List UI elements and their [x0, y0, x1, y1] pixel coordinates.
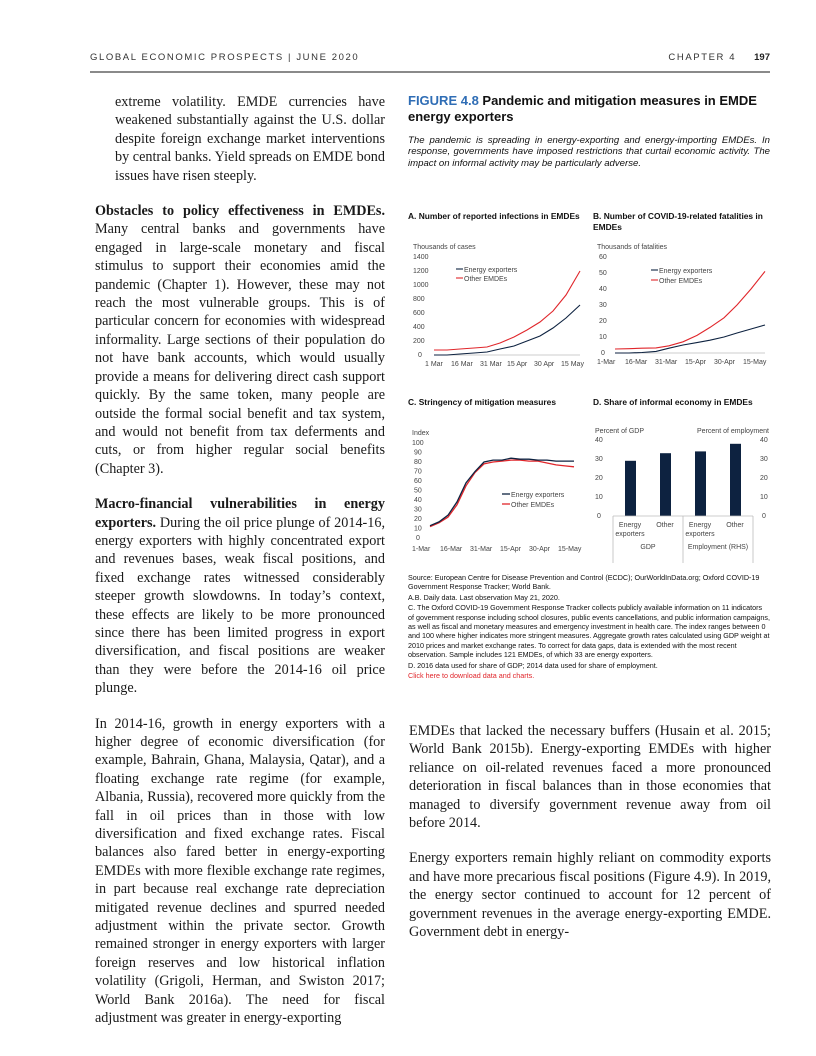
panel-c-chart: [408, 425, 588, 585]
panel-d-title: D. Share of informal economy in EMDEs: [593, 397, 753, 407]
svg-text:16-Mar: 16-Mar: [440, 546, 463, 553]
svg-text:1400: 1400: [413, 254, 429, 261]
svg-text:800: 800: [413, 296, 425, 303]
svg-text:16 Mar: 16 Mar: [451, 361, 473, 368]
panel-a: [408, 211, 588, 381]
panel-d-ylabel-left: Percent of GDP: [595, 428, 645, 435]
svg-text:20: 20: [760, 475, 768, 482]
svg-text:0: 0: [416, 535, 420, 542]
svg-text:Other EMDEs: Other EMDEs: [659, 278, 703, 285]
svg-text:40: 40: [760, 437, 768, 444]
svg-text:Energy exporters: Energy exporters: [511, 492, 565, 499]
svg-text:1-Mar: 1-Mar: [412, 546, 431, 553]
svg-text:20: 20: [414, 516, 422, 523]
svg-text:60: 60: [414, 478, 422, 485]
svg-text:15 May: 15 May: [561, 361, 584, 368]
bar-employment-energy-exporters: [695, 451, 706, 516]
svg-text:30: 30: [595, 456, 603, 463]
svg-text:400: 400: [413, 324, 425, 331]
svg-text:80: 80: [414, 459, 422, 466]
bar-gdp-energy-exporters: [625, 461, 636, 516]
figure-notes: [408, 573, 770, 681]
paragraph-4: In 2014-16, growth in energy exporters with a higher degree of economic diversification (for example, Bahrain, Ghana, Malaysia, Qatar), and a floating exchange rate regime (for example, Albania, Russia), recovered more quickly from the fall in oil prices than in those with low diversification and fixed exchange rates. Fiscal balances also fared better in energy-exporting EMDEs with more flexible exchange rate regimes, in part because real exchange rate depreciation mitigated revenue declines and spurred needed adjustment within the private sector. Growth remained stronger in energy exporters with larger foreign reserves and low historical inflation volatility (Grigoli, Herman, and Swiston 2017; World Bank 2016a). The need for fiscal adjustment was greater in energy-exporting: [95, 715, 385, 1027]
svg-text:600: 600: [413, 310, 425, 317]
panel-a-line-energy: [434, 305, 580, 355]
svg-text:Other EMDEs: Other EMDEs: [464, 276, 508, 283]
svg-text:Energy: Energy: [688, 522, 712, 529]
panel-a-title: A. Number of reported infections in EMDEs: [408, 211, 580, 221]
figure-subtitle: The pandemic is spreading in energy-exporting and energy-importing EMDEs. In response, governments have imposed restrictions that curtail economic activity. The impact on informal activity may be particularly adverse.: [408, 135, 770, 169]
svg-text:1-Mar: 1-Mar: [597, 359, 616, 366]
panel-b-ylabel: Thousands of fatalities: [597, 244, 668, 251]
svg-text:1200: 1200: [413, 268, 429, 275]
note-d: D. 2016 data used for share of GDP; 2014 data used for share of employment.: [408, 660, 658, 670]
running-header: [90, 52, 770, 72]
panel-d-ylabel-right: Percent of employment: [697, 428, 769, 435]
svg-text:31-Mar: 31-Mar: [470, 546, 493, 553]
svg-text:30-Apr: 30-Apr: [529, 546, 551, 553]
svg-text:30 Apr: 30 Apr: [534, 361, 555, 368]
paragraph-2-lead: Obstacles to policy effectiveness in EMDEs.: [95, 203, 385, 220]
svg-text:10: 10: [414, 525, 422, 533]
panel-a-ylabel: Thousands of cases: [413, 244, 476, 251]
page-number: 197: [754, 52, 770, 63]
download-data-link[interactable]: Click here to download data and charts.: [408, 671, 535, 681]
figure-number: FIGURE 4.8: [408, 93, 479, 108]
panel-b-chart: [593, 241, 773, 381]
paragraph-5: EMDEs that lacked the necessary buffers (Husain et al. 2015; World Bank 2015b). Energy-exporting EMDEs with higher reliance on oil-related revenues faced a more pronounced deterioration in fiscal balances than in those economies that managed to diversify government revenue away from oil before 2014.: [409, 723, 771, 832]
svg-text:15 Apr: 15 Apr: [507, 361, 528, 368]
bar-employment-other: [730, 444, 741, 516]
panel-c-ylabel: Index: [412, 430, 430, 437]
panel-d: [593, 397, 773, 567]
svg-text:50: 50: [599, 270, 607, 277]
svg-text:0: 0: [597, 513, 601, 520]
svg-text:40: 40: [599, 286, 607, 293]
bar-gdp-other: [660, 453, 671, 516]
note-source: Source: European Centre for Disease Prevention and Control (ECDC); OurWorldInData.org; Oxford COVID-19 Government Response Tracker; World Bank.: [408, 573, 760, 592]
paragraph-2-body: Many central banks and governments have engaged in large-scale monetary and fiscal stimulus to support their economies amid the pandemic (Chapter 1). However, these may not reach the most vulnerable groups. This is of particular concern for economies with widespread informality. Large sections of their population do not have bank accounts, which would usually provide a means for delivering direct cash support quickly. By the same token, many people are outside the formal social benefit and tax system, and would not benefit from tax deferments and cuts, or from higher regular social benefits (Chapter 3).: [95, 221, 385, 477]
svg-text:16-Mar: 16-Mar: [625, 359, 648, 366]
svg-text:30-Apr: 30-Apr: [714, 359, 736, 366]
note-c: C. The Oxford COVID-19 Government Response Tracker collects publicly available information on 11 indicators of government response including school closures, public events cancellations, and public information campaigns, as well as fiscal and monetary measures and emergency investment in health care. The index ranges between 0 and 100 where higher indicates more stringent measures. Aggregate growth rates calculated using GDP weight at 2010 prices and market exchange rates. To correct for data gaps, data is extended with the most recent observation. Sample includes 121 EMDEs, of which 33 are energy exporters.: [408, 603, 770, 660]
svg-text:31-Mar: 31-Mar: [655, 359, 678, 366]
figure-title-text: Pandemic and mitigation measures in EMDE energy exporters: [408, 93, 757, 124]
svg-text:GDP: GDP: [640, 544, 656, 551]
chapter-page: [668, 52, 770, 63]
left-column: [95, 93, 385, 1045]
svg-text:31 Mar: 31 Mar: [480, 361, 502, 368]
panel-b: [593, 211, 773, 381]
svg-text:Employment (RHS): Employment (RHS): [687, 544, 749, 551]
paragraph-3-lead: Macro-financial vulnerabilities in energy exporters.: [95, 496, 385, 531]
svg-text:200: 200: [413, 338, 425, 345]
svg-text:90: 90: [414, 449, 422, 457]
panel-a-chart: [408, 241, 588, 381]
svg-text:50: 50: [414, 487, 422, 495]
svg-text:0: 0: [418, 352, 422, 359]
svg-text:Other: Other: [726, 522, 744, 529]
paragraph-3: [95, 495, 385, 697]
svg-text:40: 40: [595, 437, 603, 444]
svg-text:exporters: exporters: [685, 531, 715, 538]
svg-text:30: 30: [760, 456, 768, 463]
svg-text:10: 10: [595, 494, 603, 501]
note-ab: A.B. Daily data. Last observation May 21, 2020.: [408, 592, 560, 602]
chapter-label: CHAPTER 4: [668, 52, 737, 63]
svg-text:100: 100: [412, 440, 424, 447]
svg-text:Other EMDEs: Other EMDEs: [511, 502, 555, 509]
svg-text:exporters: exporters: [615, 531, 645, 538]
svg-text:15-Apr: 15-Apr: [685, 359, 707, 366]
svg-text:30: 30: [599, 302, 607, 309]
svg-text:20: 20: [595, 475, 603, 482]
paragraph-3-body: During the oil price plunge of 2014-16, energy exporters with highly concentrated export and revenues bases, weak fiscal positions, and fixed exchange rates witnessed considerably steeper growth slowdowns. In today’s context, these effects are likely to be more pronounced since there has been limited progress in export diversification, and fiscal positions are weaker than they were before the 2014-16 oil price plunge.: [95, 514, 385, 697]
svg-text:20: 20: [599, 318, 607, 325]
right-column: [409, 722, 771, 958]
svg-text:15-May: 15-May: [558, 546, 582, 553]
header-divider: [90, 71, 770, 73]
svg-text:1000: 1000: [413, 282, 429, 289]
svg-text:Energy exporters: Energy exporters: [464, 267, 518, 274]
svg-text:1 Mar: 1 Mar: [425, 361, 443, 368]
svg-text:15-Apr: 15-Apr: [500, 546, 522, 553]
svg-text:10: 10: [599, 334, 607, 341]
svg-text:10: 10: [760, 494, 768, 501]
svg-text:15-May: 15-May: [743, 359, 767, 366]
panel-c: [408, 397, 588, 567]
panel-d-chart: [593, 425, 773, 575]
svg-text:70: 70: [414, 468, 422, 476]
svg-text:60: 60: [599, 254, 607, 261]
panel-b-title: B. Number of COVID-19-related fatalities in EMDEs: [593, 211, 763, 232]
paragraph-2: [95, 202, 385, 478]
paragraph-1: extreme volatility. EMDE currencies have weakened substantially against the U.S. dollar despite foreign exchange market interventions by central banks. Yield spreads on EMDE bond issues have risen steeply.: [115, 94, 385, 184]
svg-text:30: 30: [414, 506, 422, 514]
figure-title: [408, 93, 770, 125]
panel-c-title: C. Stringency of mitigation measures: [408, 397, 556, 407]
svg-text:Energy: Energy: [618, 522, 642, 529]
svg-text:Energy exporters: Energy exporters: [659, 268, 713, 275]
svg-text:0: 0: [762, 513, 766, 520]
publication-title: GLOBAL ECONOMIC PROSPECTS | JUNE 2020: [90, 52, 360, 63]
svg-text:Other: Other: [656, 522, 674, 529]
svg-text:40: 40: [414, 497, 422, 504]
paragraph-6: Energy exporters remain highly reliant on commodity exports and have more precarious fiscal positions (Figure 4.9). In 2019, the energy sector continued to account for 12 percent of government revenues in the average energy-exporting EMDE. Government debt in energy-: [409, 850, 771, 941]
svg-text:0: 0: [601, 350, 605, 357]
figure-4-8: [408, 93, 770, 169]
